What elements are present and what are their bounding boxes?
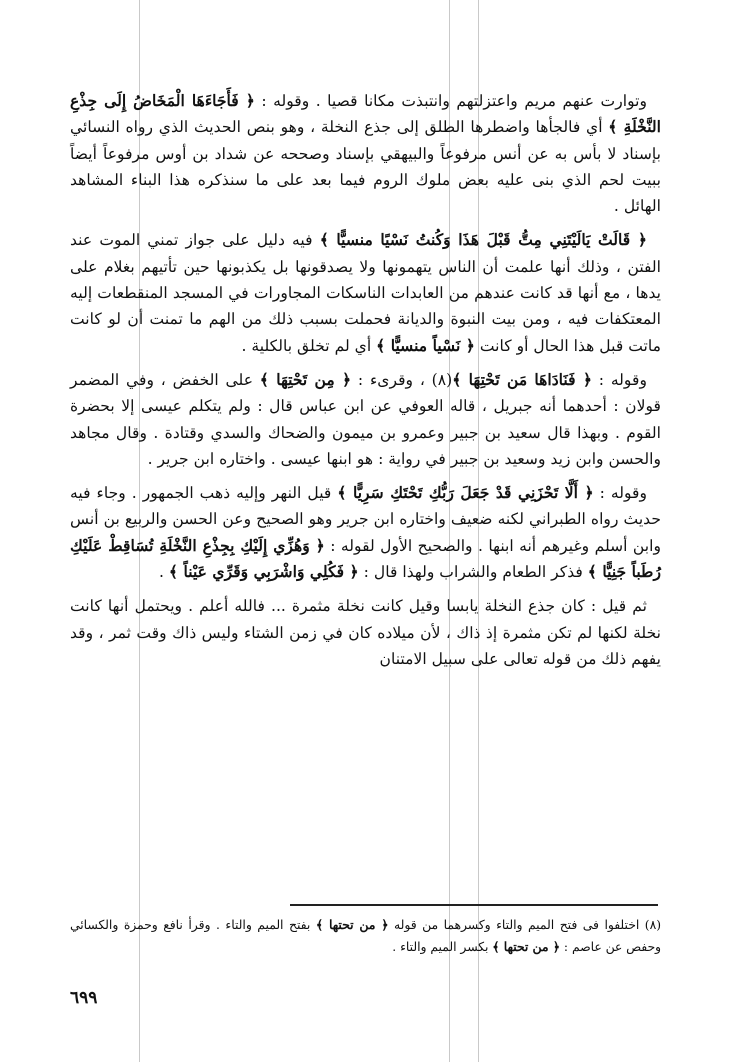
paragraph-3 [70, 367, 661, 472]
text-run: فيه دليل على جواز تمني الموت عند الفتن ، وذلك أنها علمت أن الناس يتهمونها ولا يصدقونها بل يكذبونها حين تأتيهم بغلام على يدها ، مع أنها قد كانت عندهم من العابدات الناسكات المجاورات في المسجد المنقطعات إليه المعتكفات فيه ، ومن بيت النبوة والديانة فحملت بسبب ذلك من الهم ما تمنت أن لو كانت ماتت قبل هذا الحال أو كانت [70, 231, 661, 355]
text-run: ثم قيل : كان جذع النخلة يابسا وقيل كانت نخلة مثمرة ... فالله أعلم . ويحتمل أنها كانت نخلة لكنها لم تكن مثمرة إذ ذاك ، لأن ميلاده كان في زمن الشتاء وليس ذاك وقت ثمر ، وقد يفهم ذلك من قوله تعالى على سبيل الامتنان [70, 597, 661, 668]
quran-quote: ﴿ فَكُلِي وَاشْرَبِي وَقَرِّي عَيْناً ﴾ [168, 562, 359, 582]
page-number: ٦٩٩ [70, 988, 98, 1008]
text-run: وتوارت عنهم مريم واعتزلتهم وانتبذت مكانا قصيا . وقوله : [254, 92, 648, 110]
footnote-divider [290, 904, 658, 906]
quran-quote: ﴿ فَنَادَاهَا مَن تَحْتِهَا ﴾ [452, 369, 592, 389]
footnotes [70, 914, 661, 958]
paragraph-2 [70, 227, 661, 358]
quran-quote: ﴿ مِن تَحْتِهَا ﴾ [259, 369, 352, 389]
quran-quote: ﴿ وَهُزِّي إِلَيْكِ بِجِذْعِ النَّخْلَةِ تُسَاقِطْ عَلَيْكِ رُطَباً جَنِيًّا ﴾ [70, 535, 661, 582]
quran-quote: ﴿ فَأَجَاءَهَا الْمَخَاضُ إِلَى جِذْعِ النَّخْلَةِ ﴾ [70, 91, 661, 137]
paragraph-1 [70, 88, 661, 219]
text-run: أي فالجأها واضطرها الطلق إلى جذع النخلة ، وهو بنص الحديث الذي رواه النسائي بإسناد لا بأس به عن أنس مرفوعاً والبيهقي بإسناد وصححه عن شداد بن أوس مرفوعاً أيضاً ببيت لحم الذي بنى عليه بعض ملوك الروم فيما بعد على ما سنذكره هذا البناء المشاهد الهائل . [70, 118, 661, 216]
text-run: (٨) ، وقرىء : [351, 370, 453, 389]
quran-quote: ﴿ من تحتها ﴾ [492, 939, 560, 954]
paragraph-4 [70, 480, 661, 585]
text-run: وقوله : [593, 484, 647, 503]
text-run: على الخفض ، وفي المضمر قولان : أحدهما أنه جبريل ، قاله العوفي عن ابن عباس قال : ولم يتكلم عيسى إلا بحضرة القوم . وبهذا قال سعيد بن جبير وعمرو بن ميمون والضحاك والسدي وقتادة . وقال مجاهد والحسن وابن زيد وسعيد بن جبير في رواية : هو ابنها عيسى . واختاره ابن جرير . [70, 370, 661, 468]
quran-quote: ﴿ نَسْياً منسيًّا ﴾ [376, 335, 475, 355]
paragraph-5 [70, 593, 661, 672]
text-run: بفتح الميم والتاء . وقرأ نافع وحمزة والكسائي وحفص عن عاصم : [70, 918, 661, 954]
text-run: فذكر الطعام والشراب ولهذا قال : [358, 563, 588, 582]
footnote-1 [70, 914, 661, 958]
main-text [70, 88, 661, 680]
text-run: أي لم تخلق بالكلية . [241, 336, 377, 355]
quran-quote: ﴿ أَلَّا تَحْزَنِي قَدْ جَعَلَ رَبُّكِ تَحْتَكِ سَرِيًّا ﴾ [337, 483, 594, 503]
text-run: . [159, 563, 169, 582]
text-run: قيل النهر وإليه ذهب الجمهور . وجاء فيه حديث رواه الطبراني لكنه ضعيف واختاره ابن جرير وهو الصحيح وعن الحسن والربيع بن أنس وابن أسلم وغيرهم أنه ابنها . والصحيح الأول لقوله : [70, 484, 661, 555]
text-run: (٨) اختلفوا فى فتح الميم والتاء وكسرهما من قوله [388, 918, 661, 932]
quran-quote: ﴿ من تحتها ﴾ [315, 917, 389, 932]
text-run: بكسر الميم والتاء . [392, 940, 493, 954]
quran-quote: ﴿ قَالَتْ يَالَيْتَنِي مِتُّ قَبْلَ هَذَا وَكُنتُ نَسْيًا منسيًّا ﴾ [319, 230, 647, 250]
text-run: وقوله : [592, 370, 647, 389]
